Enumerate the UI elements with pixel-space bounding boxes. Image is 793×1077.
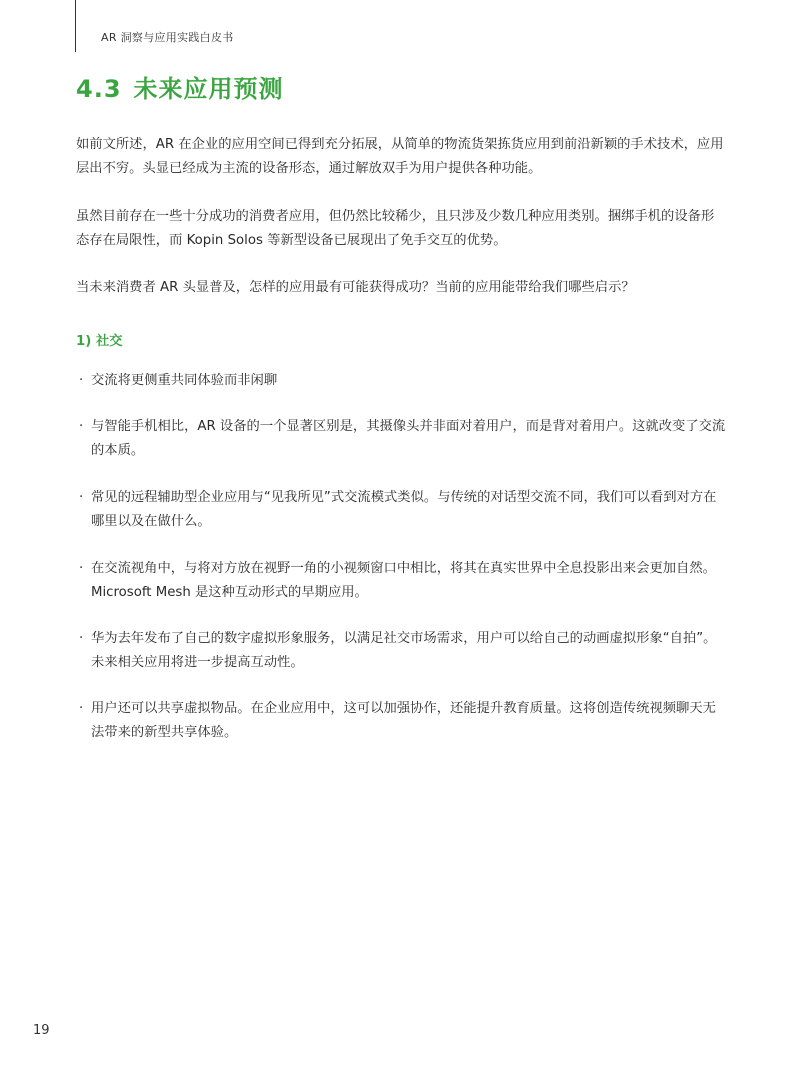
bullet-text: 与智能手机相比，AR 设备的一个显著区别是，其摄像头并非面对着用户，而是背对着用户。这就改变了交流的本质。 [91,419,726,458]
bullet-item [76,697,726,744]
bullet-text: 在交流视角中，与将对方放在视野一角的小视频窗口中相比，将其在真实世界中全息投影出来会更加自然。Microsoft Mesh 是这种互动形式的早期应用。 [91,561,716,600]
bullet-marker: · [79,490,84,505]
intro-paragraph: 当未来消费者 AR 头显普及，怎样的应用最有可能获得成功？当前的应用能带给我们哪些启示？ [76,280,635,295]
section-title [76,69,284,104]
bullet-marker: · [79,419,84,434]
bullet-marker: · [79,373,84,388]
bullet-item [76,627,726,674]
running-header: AR 洞察与应用实践白皮书 [101,31,234,44]
subsection-heading: 1) 社交 [76,334,123,349]
bullet-item [76,415,726,462]
intro-paragraph: 虽然目前存在一些十分成功的消费者应用，但仍然比较稀少，且只涉及少数几种应用类别。捆绑手机的设备形态存在局限性，而 Kopin Solos 等新型设备已展现出了免手交互的优势。 [76,209,715,248]
bullet-marker: · [79,701,84,716]
header-divider [75,0,76,52]
bullet-marker: · [79,561,84,576]
section-title-text: 未来应用预测 [133,75,284,103]
bullet-text: 常见的远程辅助型企业应用与“见我所见”式交流模式类似。与传统的对话型交流不同，我们可以看到对方在哪里以及在做什么。 [91,490,717,529]
bullet-text: 用户还可以共享虚拟物品。在企业应用中，这可以加强协作，还能提升教育质量。这将创造传统视频聊天无法带来的新型共享体验。 [91,701,716,740]
bullet-item [76,486,726,533]
intro-paragraph: 如前文所述，AR 在企业的应用空间已得到充分拓展，从简单的物流货架拣货应用到前沿新颖的手术技术，应用层出不穷。头显已经成为主流的设备形态，通过解放双手为用户提供各种功能。 [76,137,724,176]
page-number: 19 [33,1023,50,1038]
bullet-item [76,369,726,393]
bullet-text: 交流将更侧重共同体验而非闲聊 [91,373,278,388]
bullet-text: 华为去年发布了自己的数字虚拟形象服务，以满足社交市场需求，用户可以给自己的动画虚拟形象“自拍”。未来相关应用将进一步提高互动性。 [91,631,717,670]
bullet-marker: · [79,631,84,646]
bullet-item [76,557,726,604]
section-number: 4.3 [76,75,122,103]
